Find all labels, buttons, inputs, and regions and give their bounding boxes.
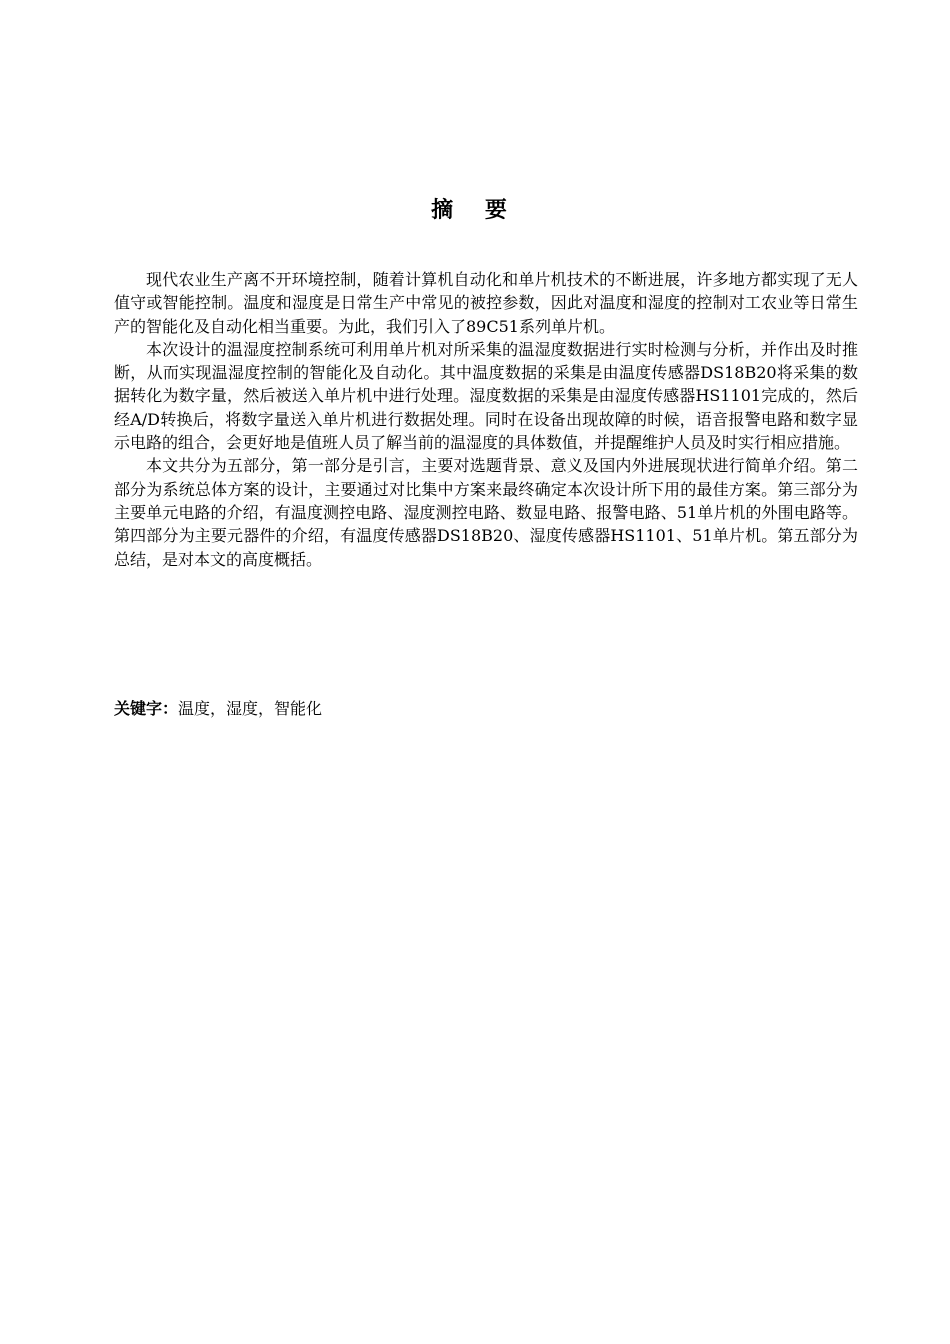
abstract-paragraph-2: 本次设计的温湿度控制系统可利用单片机对所采集的温湿度数据进行实时检测与分析，并作出及时推断，从而实现温湿度控制的智能化及自动化。其中温度数据的采集是由温度传感器DS18B20将采集的数据转化为数字量，然后被送入单片机中进行处理。湿度数据的采集是由湿度传感器HS1101完成的，然后经A/D转换后，将数字量送入单片机进行数据处理。同时在设备出现故障的时候，语音报警电路和数字显示电路的组合，会更好地是值班人员了解当前的温湿度的具体数值，并提醒维护人员及时实行相应措施。 (114, 339, 858, 453)
page-title: 摘 要 (431, 198, 519, 223)
abstract-paragraph-1: 现代农业生产离不开环境控制，随着计算机自动化和单片机技术的不断进展，许多地方都实现了无人值守或智能控制。温度和湿度是日常生产中常见的被控参数，因此对温度和湿度的控制对工农业等日常生产的智能化及自动化相当重要。为此，我们引入了89C51系列单片机。 (114, 270, 858, 336)
keywords-line (114, 697, 858, 720)
keywords-label: 关键字： (114, 699, 179, 718)
abstract-paragraph-3: 本文共分为五部分，第一部分是引言，主要对选题背景、意义及国内外进展现状进行简单介绍。第二部分为系统总体方案的设计，主要通过对比集中方案来最终确定本次设计所下用的最佳方案。第三部分为主要单元电路的介绍，有温度测控电路、湿度测控电路、数显电路、报警电路、51单片机的外围电路等。第四部分为主要元器件的介绍，有温度传感器DS18B20、湿度传感器HS1101、51单片机。第五部分为总结，是对本文的高度概括。 (114, 456, 858, 569)
keywords-value: 温度，湿度，智能化 (178, 699, 323, 718)
abstract-body (114, 268, 858, 571)
